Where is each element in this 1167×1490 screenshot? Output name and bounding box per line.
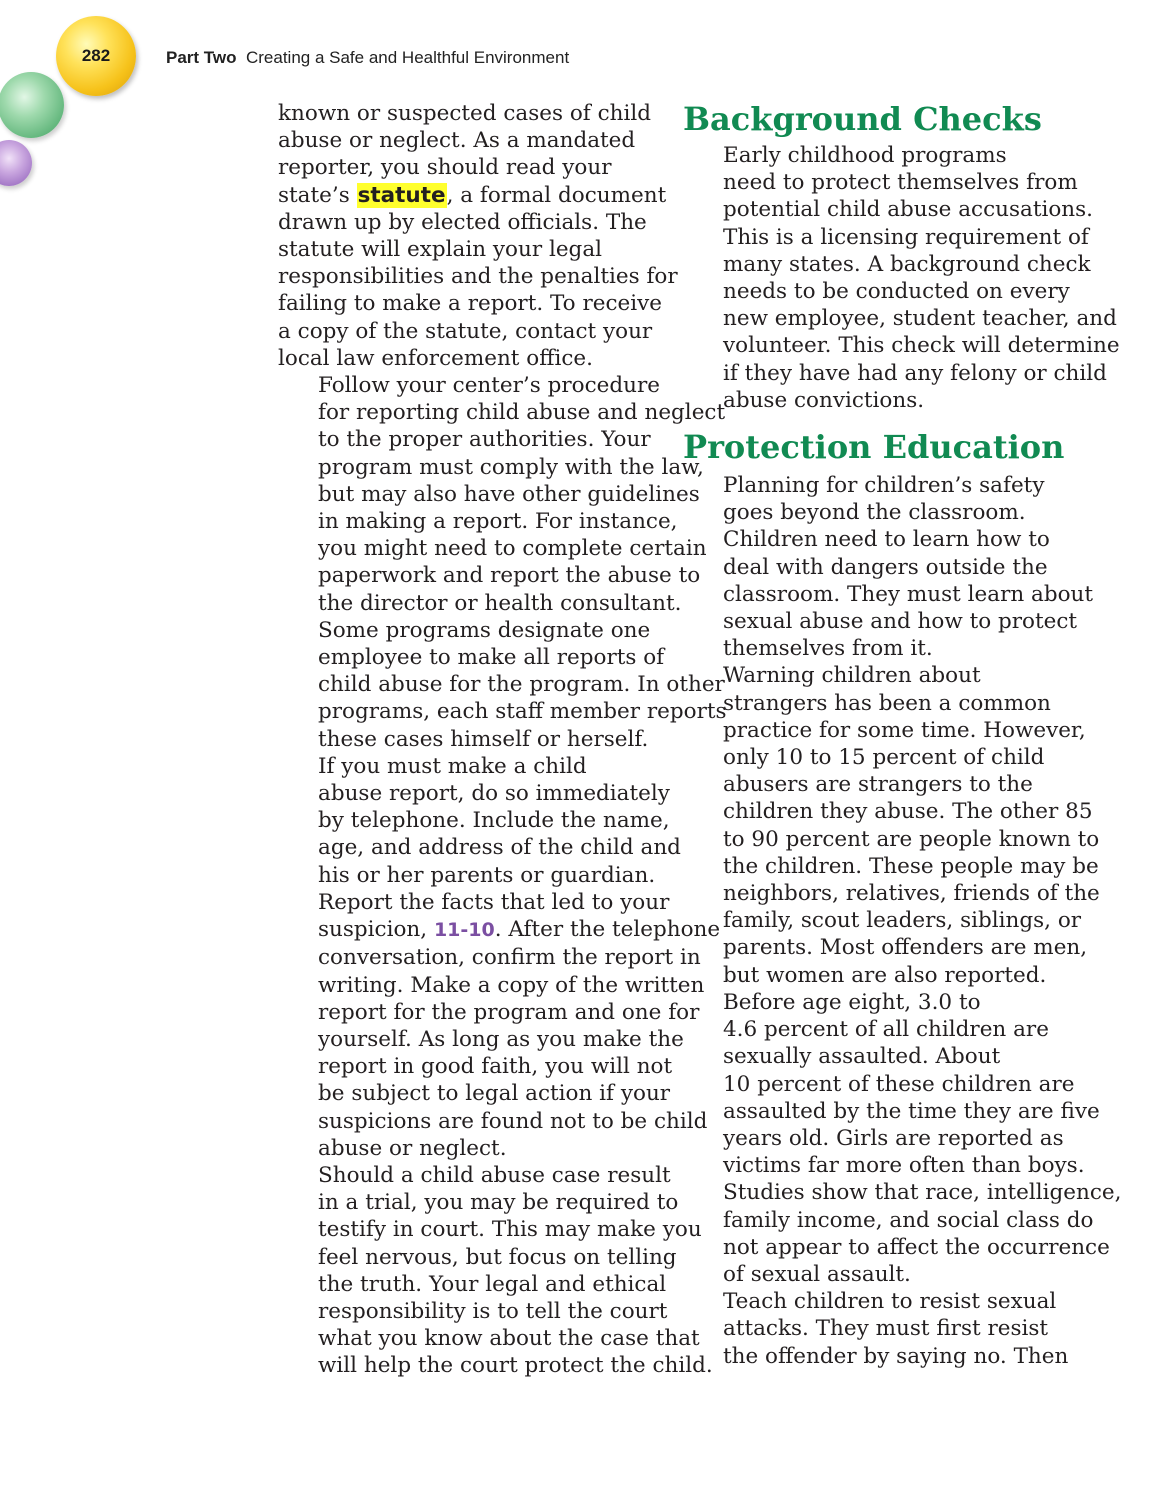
part-label: Part Two [166,48,237,67]
paragraph-safety-beyond-classroom: Planning for children’s safety goes beyond the classroom. Children need to learn how to deal with dangers outside the classroom. They must learn about sexual abuse and how to protect themselves from it. [723,473,1094,662]
paragraph-court-testimony: Should a child abuse case result in a trial, you may be required to testify in court. This may make you feel nervous, but focus on telling the truth. Your legal and ethical responsibility is to tell the court what you know about the case that will help the court protect the child. [318,1162,713,1379]
figure-reference-link[interactable]: 11-10 [433,919,495,942]
section-heading-background-checks: Background Checks [683,100,1042,138]
paragraph-abuse-report: If you must make a child abuse report, do so immediately by telephone. Include the name, age, and address of the child and his or her parents or guardian. Report the facts that led to your suspicion, 11-10. After the telephone conversation, confirm the report in writing. Make a copy of the written report for the program and one for yourself. As long as you make the report in good faith, you will not be subject to legal action if your suspicions are found not to be child abuse or neglect. [318,753,721,1161]
glossary-term-statute[interactable]: statute [357,182,446,208]
paragraph-background-checks: Early childhood programs need to protect themselves from potential child abuse accusations. This is a licensing requirement of many states. A background check needs to be conducted on every new employee, student teacher, and volunteer. This check will determine if they have had any felony or child abuse convictions. [723,143,1120,413]
decorative-purple-circle [0,140,32,186]
paragraph-teach-resistance: Teach children to resist sexual attacks. They must first resist the offender by saying no. Then [723,1289,1069,1369]
paragraph-strangers: Warning children about strangers has been a common practice for some time. However, only 10 to 15 percent of child abusers are strangers to the children they abuse. The other 85 to 90 percent are people known to the children. These people may be neighbors, relatives, friends of the family, scout leaders, siblings, or parents. Most offenders are men, but women are also reported. [723,663,1100,988]
decorative-green-circle [0,72,64,138]
page-number: 282 [81,46,111,65]
paragraph-center-procedure: Follow your center’s procedure for reporting child abuse and neglect to the proper authorities. Your program must comply with the law, but may also have other guidelines in making a report. For instance, you might need to complete certain paperwork and report the abuse to the director or health consultant. Some programs designate one employee to make all reports of child abuse for the program. In other programs, each staff member reports these cases himself or herself. [318,373,727,752]
right-column [683,100,1122,1370]
part-title: Creating a Safe and Healthful Environment [245,48,570,67]
left-column [278,100,727,1380]
paragraph-mandated-reporter: known or suspected cases of child abuse or neglect. As a mandated reporter, you should read your state’s statute, a formal document drawn up by elected officials. The statute will explain your legal responsibilities and the penalties for failing to make a report. To receive a copy of the statute, contact your local law enforcement office. [278,101,678,371]
running-head [166,48,569,68]
paragraph-statistics: Before age eight, 3.0 to 4.6 percent of all children are sexually assaulted. About 10 percent of these children are assaulted by the time they are five years old. Girls are reported as victims far more often than boys. Studies show that race, intelligence, family income, and social class do not appear to affect the occurrence of sexual assault. [723,989,1122,1287]
section-heading-protection-education: Protection Education [683,428,1065,467]
